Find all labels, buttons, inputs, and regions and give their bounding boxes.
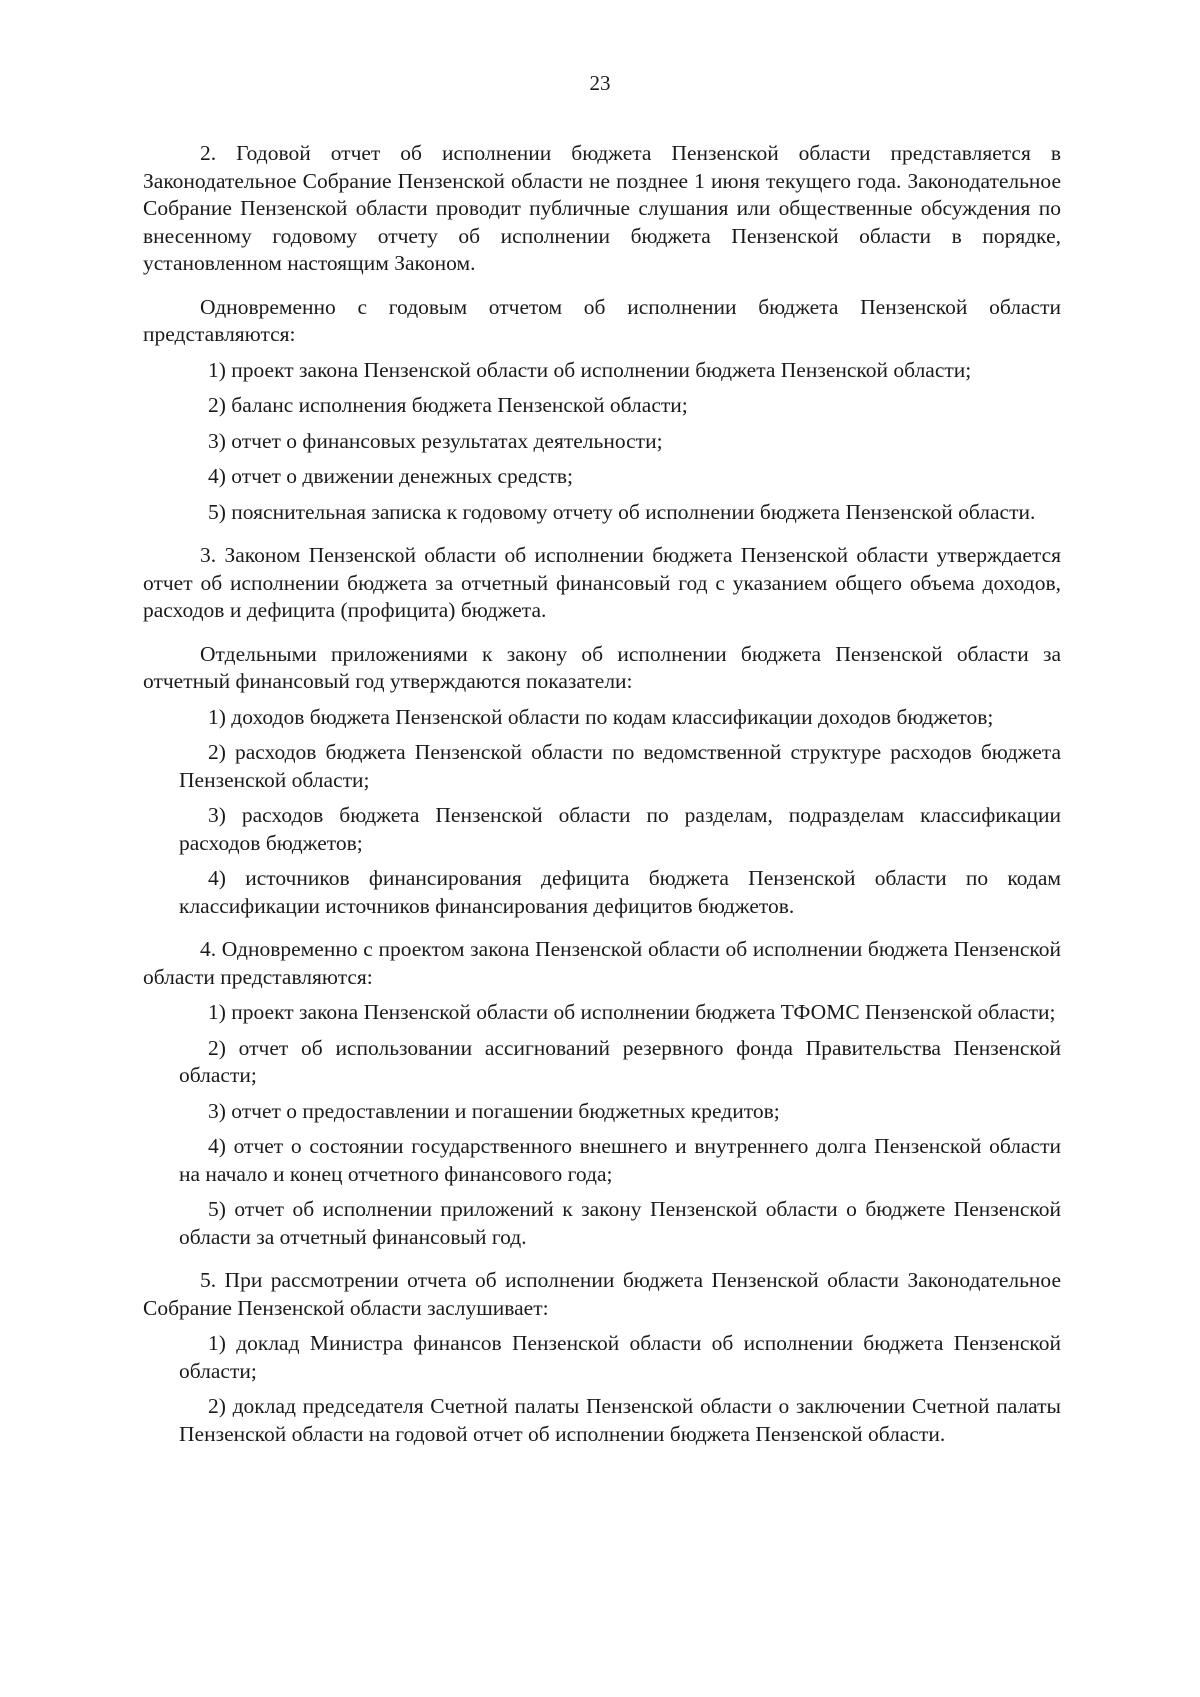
list-item: 4) отчет о движении денежных средств; <box>208 464 574 488</box>
list-item: 3) расходов бюджета Пензенской области по разделам, подразделам классификации расходов бюджетов; <box>179 803 1061 855</box>
list-item: 1) проект закона Пензенской области об исполнении бюджета Пензенской области; <box>208 357 972 382</box>
list-item: 2) расходов бюджета Пензенской области по ведомственной структуре расходов бюджета Пензенской области; <box>179 740 1061 792</box>
page-number: 23 <box>589 71 611 95</box>
list-item: 2) отчет об использовании ассигнований резервного фонда Правительства Пензенской области; <box>179 1035 1061 1087</box>
paragraph: Отдельными приложениями к закону об исполнении бюджета Пензенской области за отчетный финансовый год утверждаются показатели: <box>143 641 1061 693</box>
document-body <box>143 140 1061 1448</box>
list-item: 3) отчет о финансовых результатах деятельности; <box>208 428 663 453</box>
list-item: 5) пояснительная записка к годовому отчету об исполнении бюджета Пензенской области. <box>208 499 1036 524</box>
list-item: 3) отчет о предоставлении и погашении бюджетных кредитов; <box>208 1098 780 1123</box>
list-item: 2) доклад председателя Счетной палаты Пензенской области о заключении Счетной палаты Пензенской области на годовой отчет об исполнении бюджета Пензенской области. <box>179 1394 1061 1446</box>
paragraph: Одновременно с годовым отчетом об исполнении бюджета Пензенской области представляются: <box>143 294 1061 346</box>
list-item: 2) баланс исполнения бюджета Пензенской области; <box>208 393 688 417</box>
paragraph: 5. При рассмотрении отчета об исполнении бюджета Пензенской области Законодательное Собрание Пензенской области заслушивает: <box>143 1268 1061 1320</box>
paragraph: 4. Одновременно с проектом закона Пензенской области об исполнении бюджета Пензенской области представляются: <box>143 937 1061 989</box>
list-item: 1) проект закона Пензенской области об исполнении бюджета ТФОМС Пензенской области; <box>208 1000 1056 1024</box>
paragraph: 3. Законом Пензенской области об исполнении бюджета Пензенской области утверждается отчет об исполнении бюджета за отчетный финансовый год с указанием общего объема доходов, расходов и дефицита (профицита) бюджета. <box>143 543 1061 622</box>
paragraph: 2. Годовой отчет об исполнении бюджета Пензенской области представляется в Законодательное Собрание Пензенской области не позднее 1 июня текущего года. Законодательное Собрание Пензенской области проводит публичные слушания или общественные обсуждения по внесенному годовому отчету об исполнении бюджета Пензенской области в порядке, установленном настоящим Законом. <box>143 141 1061 275</box>
list-item: 5) отчет об исполнении приложений к закону Пензенской области о бюджете Пензенской области за отчетный финансовый год. <box>179 1197 1061 1249</box>
list-item: 1) доклад Министра финансов Пензенской области об исполнении бюджета Пензенской области; <box>179 1331 1061 1383</box>
list-item: 1) доходов бюджета Пензенской области по кодам классификации доходов бюджетов; <box>208 704 994 729</box>
list-item: 4) источников финансирования дефицита бюджета Пензенской области по кодам классификации источников финансирования дефицитов бюджетов. <box>179 866 1061 918</box>
list-item: 4) отчет о состоянии государственного внешнего и внутреннего долга Пензенской области на начало и конец отчетного финансового года; <box>179 1134 1061 1186</box>
